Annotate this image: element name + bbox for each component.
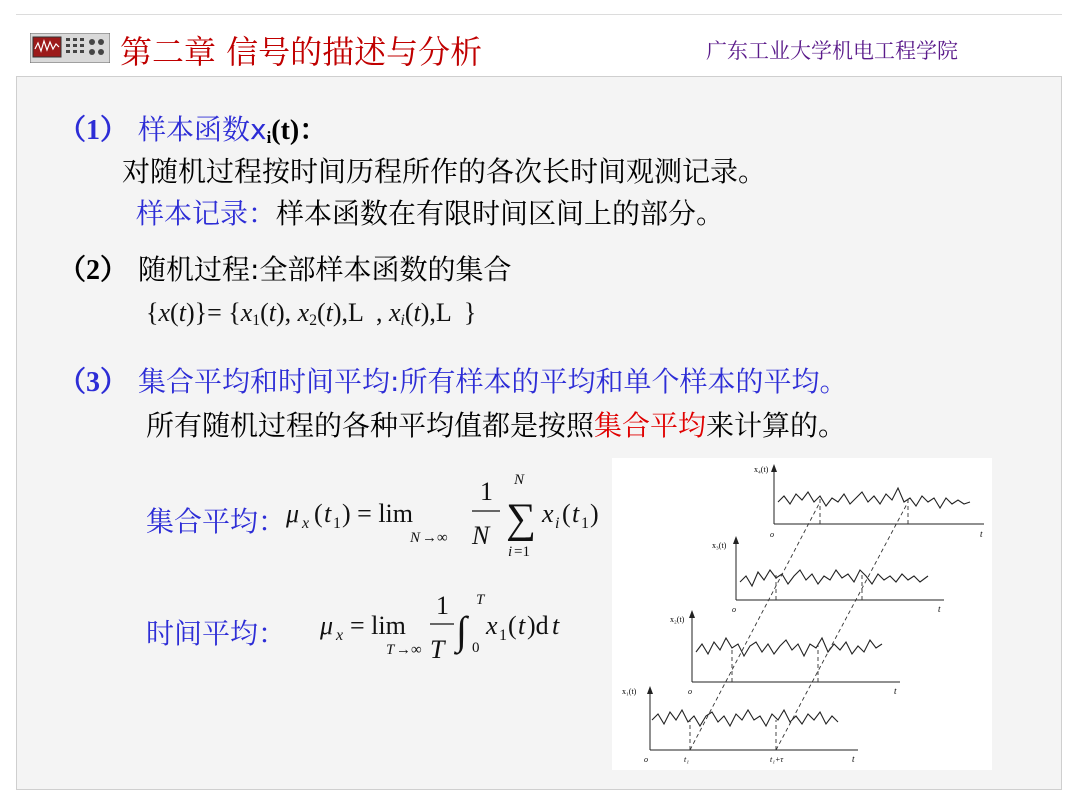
item3-desc-a: 所有随机过程的各种平均值都是按照 xyxy=(146,409,595,442)
ensemble-guide-lines xyxy=(690,496,908,750)
svg-text:T: T xyxy=(476,592,485,608)
ensemble-average-formula xyxy=(282,470,622,570)
tick-t1: t₁ xyxy=(684,755,690,764)
svg-text:i: i xyxy=(555,515,560,532)
sample-row-2-origin: o xyxy=(688,687,692,696)
item1-heading xyxy=(58,108,327,148)
svg-text:T: T xyxy=(430,635,445,664)
svg-text:)d: )d xyxy=(527,611,549,640)
svg-text:x: x xyxy=(542,499,554,528)
slide-title: 第二章 信号的描述与分析 xyxy=(120,33,483,71)
svg-text:(: ( xyxy=(562,499,571,528)
oscilloscope-logo-icon xyxy=(30,33,110,63)
svg-text:=1: =1 xyxy=(514,544,530,560)
svg-text:→∞: →∞ xyxy=(396,642,422,658)
item1-number: （1） xyxy=(58,115,129,146)
item3-desc-b: 来计算的。 xyxy=(706,409,847,442)
svg-text:x: x xyxy=(302,515,310,532)
sample-row-2-axis: t xyxy=(894,686,897,696)
svg-text:): ) xyxy=(590,499,599,528)
svg-text:t: t xyxy=(518,611,526,640)
svg-text:∑: ∑ xyxy=(506,496,536,542)
svg-text:) = lim: ) = lim xyxy=(342,499,413,528)
svg-text:μ: μ xyxy=(320,611,334,640)
svg-text:1: 1 xyxy=(480,477,493,506)
sample-row-1 xyxy=(622,686,858,764)
ensemble-average-label: 集合平均： xyxy=(146,505,287,538)
time-average-label: 时间平均： xyxy=(146,617,287,650)
item3-desc-highlight: 集合平均 xyxy=(594,409,707,442)
item3-description xyxy=(146,404,846,444)
time-average-formula xyxy=(316,582,576,682)
item3-title: 集合平均和时间平均:所有样本的平均和单个样本的平均。 xyxy=(138,365,848,398)
sample-row-1-axis: t xyxy=(852,754,855,764)
svg-text:N: N xyxy=(472,521,490,550)
svg-text:(: ( xyxy=(314,499,323,528)
sample-row-3-axis: t xyxy=(938,604,941,614)
svg-text:x: x xyxy=(336,627,344,644)
school-name: 广东工业大学机电工程学院 xyxy=(706,39,958,63)
svg-text:t: t xyxy=(572,499,580,528)
svg-text:= lim: = lim xyxy=(350,611,406,640)
sample-row-3-label: x₃(t) xyxy=(712,541,727,550)
svg-text:→∞: →∞ xyxy=(422,530,448,546)
svg-text:1: 1 xyxy=(581,515,589,532)
sample-row-2-label: x₂(t) xyxy=(670,615,685,624)
sample-row-1-origin: o xyxy=(644,755,648,764)
sample-row-3-origin: o xyxy=(732,605,736,614)
sample-row-1-label: x₁(t) xyxy=(622,687,637,696)
tick-t1-plus-tau: t₁+τ xyxy=(770,755,784,764)
svg-text:x: x xyxy=(486,611,498,640)
sample-row-3 xyxy=(712,536,944,614)
sample-row-4-axis: t xyxy=(980,529,983,539)
svg-text:μ: μ xyxy=(286,499,300,528)
item1-description: 对随机过程按时间历程所作的各次长时间观测记录。 xyxy=(122,155,767,188)
item1-subscript: i xyxy=(266,128,272,148)
sample-row-4-label: x₄(t) xyxy=(754,465,769,474)
item1-tail: (t)： xyxy=(271,115,328,146)
svg-text:1: 1 xyxy=(436,591,449,620)
svg-text:t: t xyxy=(324,499,332,528)
random-process-formula: $\{x(t)\}= \{x_1(t)$, $x_2(t),L$ , $x_i(t),L$ } xyxy=(146,298,477,329)
item1-record-desc: 样本函数在有限时间区间上的部分。 xyxy=(276,197,725,230)
item2-title: 随机过程:全部样本函数的集合 xyxy=(138,253,512,286)
svg-text:0: 0 xyxy=(472,640,480,656)
item2-heading xyxy=(58,248,511,288)
svg-text:i: i xyxy=(508,544,513,560)
sample-row-4-origin: o xyxy=(770,530,774,539)
sample-functions-figure xyxy=(612,458,992,770)
item2-number: （2） xyxy=(58,255,129,286)
item1-record-label: 样本记录： xyxy=(136,197,277,230)
svg-text:∫: ∫ xyxy=(456,608,467,653)
sample-row-4 xyxy=(754,464,984,539)
svg-text:T: T xyxy=(386,642,395,658)
slide-header xyxy=(16,14,1062,76)
svg-text:1: 1 xyxy=(499,627,507,644)
item3-number: （3） xyxy=(58,367,129,398)
svg-text:1: 1 xyxy=(333,515,341,532)
item1-title: 样本函数x xyxy=(138,113,267,146)
svg-text:N: N xyxy=(514,472,525,488)
item1-record-line xyxy=(136,192,724,232)
svg-text:N: N xyxy=(410,530,421,546)
svg-text:t: t xyxy=(552,611,560,640)
svg-text:(: ( xyxy=(508,611,517,640)
sample-row-2 xyxy=(670,610,900,696)
item3-heading xyxy=(58,360,847,400)
